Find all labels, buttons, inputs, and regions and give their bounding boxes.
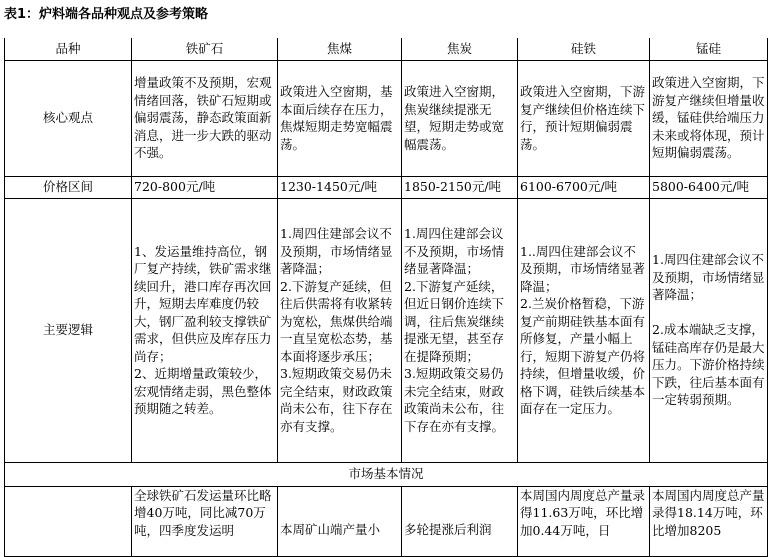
price-iron-ore: 720-800元/吨	[132, 176, 278, 198]
main-logic-row	[5, 198, 768, 462]
price-range-label: 价格区间	[5, 176, 132, 198]
logic-iron-ore: 1、发运量维持高位，钢厂复产持续，铁矿需求继续回升，港口库存再次回升，短期去库难度仍较大，钢厂盈利较支撑铁矿需求，但供应及库存压力尚存； 2、近期增量政策较少，宏观情绪走弱，黑色整体预期随之转差。	[132, 198, 278, 462]
header-row	[5, 38, 768, 60]
section-title: 市场基本情况	[5, 462, 768, 486]
logic-coking-coal: 1.周四住建部会议不及预期，市场情绪显著降温； 2.下游复产延续，但往后供需将有收紧转为宽松，焦煤供给端一直呈宽松态势，基本面将逐步承压； 3.短期政策交易仍未完全结束，财政政策尚未公布，往下存在亦有支撑。	[278, 198, 402, 462]
core-view-coking-coal: 政策进入空窗期，基本面后续存在压力，焦煤短期走势宽幅震荡。	[278, 60, 402, 176]
core-view-coke: 政策进入空窗期，焦炭继续提涨无望，短期走势或宽幅震荡。	[402, 60, 518, 176]
market-iron-ore: 全球铁矿石发运量环比略增40万吨，同比减70万吨，四季度发运明	[132, 486, 278, 556]
header-coke: 焦炭	[402, 38, 518, 60]
main-logic-label: 主要逻辑	[5, 198, 132, 462]
core-view-label: 核心观点	[5, 60, 132, 176]
header-coking-coal: 焦煤	[278, 38, 402, 60]
price-coking-coal: 1230-1450元/吨	[278, 176, 402, 198]
logic-coke: 1.周四住建部会议不及预期，市场情绪显著降温； 2.下游复产延续，但近日钢价连续下调，往后焦炭继续提涨无望，甚至存在提降预期； 3.短期政策交易仍未完全结束，财政政策尚未公布，往下存在亦有支撑。	[402, 198, 518, 462]
price-coke: 1850-2150元/吨	[402, 176, 518, 198]
market-coking-coal: 本周矿山端产量小	[278, 486, 402, 556]
header-silicomanganese: 锰硅	[650, 38, 768, 60]
logic-ferrosilicon: 1..周四住建部会议不及预期，市场情绪显著降温； 2.兰炭价格暂稳，下游复产前期硅铁基本面有所修复，产量小幅上行，短期下游复产仍将持续，但增量收缓，价格下调，硅铁后续基本面存在一定压力。	[518, 198, 650, 462]
header-iron-ore: 铁矿石	[132, 38, 278, 60]
market-ferrosilicon: 本周国内周度总产量录得11.63万吨，环比增加0.44万吨，日	[518, 486, 650, 556]
table-title: 表1：炉料端各品种观点及参考策略	[4, 7, 209, 22]
logic-silicomanganese: 1.周四住建部会议不及预期，市场情绪显著降温； 2.成本端缺乏支撑，锰硅高库存仍是最大压力。下游价格持续下跌，往后基本面有一定转弱预期。	[650, 198, 768, 462]
core-view-iron-ore: 增量政策不及预期，宏观情绪回落，铁矿石短期或偏弱震荡，静态政策面新消息，进一步大跌的驱动不强。	[132, 60, 278, 176]
core-view-silicomanganese: 政策进入空窗期，下游复产继续但增量收缓，锰硅供给端压力未来或将体现，预计短期偏弱震荡。	[650, 60, 768, 176]
section-row	[5, 462, 768, 486]
price-silicomanganese: 5800-6400元/吨	[650, 176, 768, 198]
market-coke: 多轮提涨后利润	[402, 486, 518, 556]
market-silicomanganese: 本周国内周度总产量录得18.14万吨，环比增加8205	[650, 486, 768, 556]
price-ferrosilicon: 6100-6700元/吨	[518, 176, 650, 198]
header-variety: 品种	[5, 38, 132, 60]
header-ferrosilicon: 硅铁	[518, 38, 650, 60]
core-view-row	[5, 60, 768, 176]
strategy-table	[4, 38, 768, 557]
price-range-row	[5, 176, 768, 198]
core-view-ferrosilicon: 政策进入空窗期，下游复产继续但价格连续下行，预计短期偏弱震荡。	[518, 60, 650, 176]
market-row	[5, 486, 768, 556]
market-label	[5, 486, 132, 556]
